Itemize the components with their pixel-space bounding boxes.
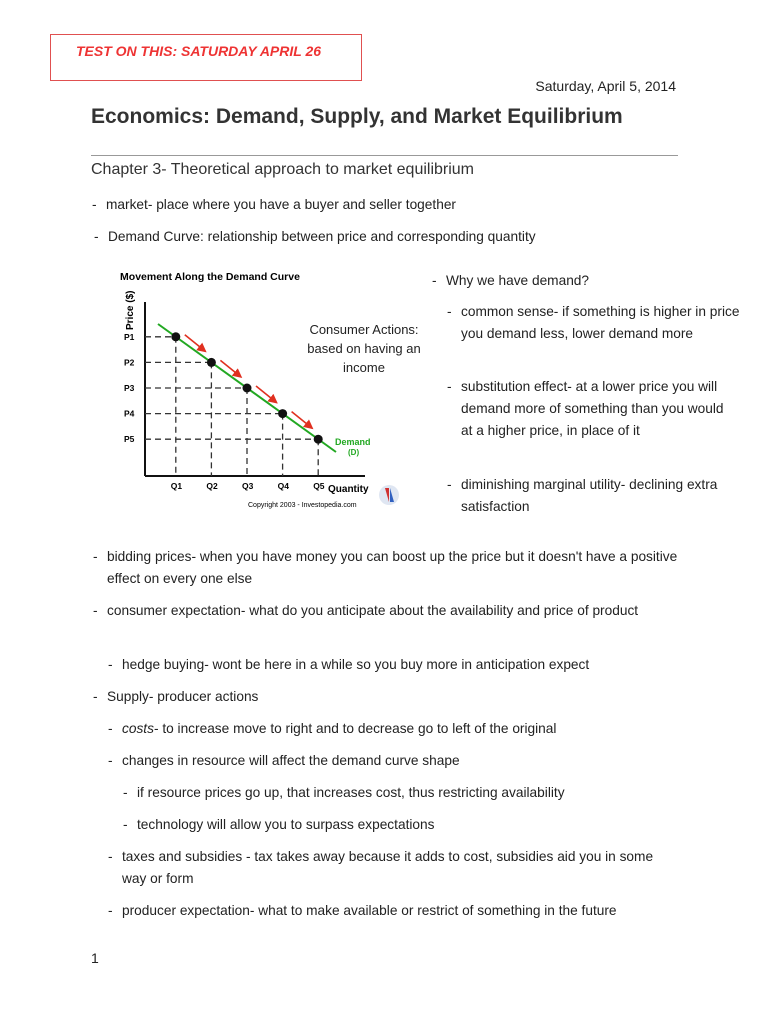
title-divider xyxy=(91,155,678,156)
guide-lines xyxy=(145,337,318,476)
quantity-tick-label: Q4 xyxy=(277,481,289,491)
movement-arrow xyxy=(220,360,241,377)
quantity-tick-labels xyxy=(171,481,325,491)
bullet-item xyxy=(122,718,702,740)
side-heading-text: Why we have demand? xyxy=(446,273,590,288)
bullet-dash xyxy=(93,600,98,622)
bullet-italic-term: costs xyxy=(122,721,154,736)
price-tick-labels xyxy=(124,332,135,444)
demand-point xyxy=(278,409,287,418)
bullet-text: bidding prices- when you have money you can boost up the price but it doesn't have a positive effect on every one else xyxy=(107,549,678,586)
side-note-text: diminishing marginal utility- declining extra satisfaction xyxy=(461,477,718,514)
bullet-dash xyxy=(447,474,452,496)
bullet-dash xyxy=(108,750,113,772)
quantity-tick-label: Q5 xyxy=(313,481,325,491)
bullet-dash xyxy=(108,846,113,868)
side-note-item xyxy=(461,376,736,442)
quantity-tick-label: Q2 xyxy=(206,481,218,491)
price-tick-label: P1 xyxy=(124,331,135,342)
bullet-item xyxy=(137,814,697,836)
bullet-dash xyxy=(93,546,98,568)
price-tick-label: P3 xyxy=(124,383,135,393)
bullet-item xyxy=(107,600,667,622)
bullet-text: Demand Curve: relationship between price and corresponding quantity xyxy=(108,229,536,244)
note-date: Saturday, April 5, 2014 xyxy=(535,78,676,94)
bullet-dash xyxy=(123,814,128,836)
bullet-item xyxy=(122,846,672,890)
price-tick-label: P5 xyxy=(124,434,135,445)
demand-curve-chart xyxy=(100,262,410,512)
bullet-dash xyxy=(447,301,452,323)
bullet-text: Supply- producer actions xyxy=(107,689,259,704)
bullet-dash xyxy=(108,718,113,740)
bullet-text: producer expectation- what to make available or restrict of something in the future xyxy=(122,903,617,918)
price-tick-label: P4 xyxy=(124,408,135,419)
page-title: Economics: Demand, Supply, and Market Equilibrium xyxy=(91,105,623,128)
chart-title: Movement Along the Demand Curve xyxy=(120,271,300,283)
side-note-text: substitution effect- at a lower price you will demand more of something than you would at a higher price, in place of it xyxy=(461,379,724,438)
bullet-item xyxy=(106,194,706,216)
side-note-text: common sense- if something is higher in price you demand less, lower demand more xyxy=(461,304,740,341)
curve-label: Demand xyxy=(335,437,371,447)
bullet-text: technology will allow you to surpass expectations xyxy=(137,817,435,832)
bullet-text: market- place where you have a buyer and seller together xyxy=(106,197,456,212)
consumer-actions-annotation: Consumer Actions: based on having an income xyxy=(307,322,421,375)
chart-xlabel: Quantity xyxy=(328,484,369,495)
chart-copyright: Copyright 2003 - Investopedia.com xyxy=(248,502,357,509)
price-tick-label: P2 xyxy=(124,357,135,368)
bullet-text: consumer expectation- what do you anticipate about the availability and price of product xyxy=(107,603,639,618)
quantity-tick-label: Q1 xyxy=(170,481,183,491)
bullet-dash xyxy=(94,226,99,248)
quantity-tick-label: Q3 xyxy=(242,481,254,491)
test-reminder-text: TEST ON THIS: SATURDAY APRIL 26 xyxy=(76,43,322,59)
bullet-item xyxy=(107,686,667,708)
side-heading xyxy=(446,270,736,292)
page-number: 1 xyxy=(91,950,99,966)
bullet-item xyxy=(107,546,682,590)
bullet-dash xyxy=(108,900,113,922)
bullet-item xyxy=(108,226,708,248)
bullet-dash xyxy=(447,376,452,398)
bullet-dash xyxy=(92,194,97,216)
bullet-item xyxy=(122,750,682,772)
demand-point xyxy=(207,358,216,367)
curve-symbol: (D) xyxy=(348,448,360,457)
bullet-item xyxy=(137,782,697,804)
bullet-item xyxy=(122,654,682,676)
bullet-dash xyxy=(93,686,98,708)
bullet-dash xyxy=(123,782,128,804)
chart-ylabel: Price ($) xyxy=(125,290,136,330)
side-note-item xyxy=(461,301,741,345)
bullet-dash xyxy=(432,270,437,292)
chapter-heading: Chapter 3- Theoretical approach to market equilibrium xyxy=(91,161,475,178)
bullet-text: hedge buying- wont be here in a while so you buy more in anticipation expect xyxy=(122,657,590,672)
bullet-text: if resource prices go up, that increases cost, thus restricting availability xyxy=(137,785,565,800)
side-note-item xyxy=(461,474,736,518)
demand-point xyxy=(243,384,252,393)
movement-arrow xyxy=(256,386,277,403)
bullet-item xyxy=(122,900,702,922)
movement-arrow xyxy=(185,335,206,352)
demand-point xyxy=(314,435,323,444)
bullet-text: changes in resource will affect the demand curve shape xyxy=(122,753,460,768)
demand-point xyxy=(171,332,180,341)
investopedia-logo-icon xyxy=(379,485,399,505)
bullet-text: taxes and subsidies - tax takes away because it adds to cost, subsidies aid you in some way or form xyxy=(122,849,654,886)
bullet-dash xyxy=(108,654,113,676)
movement-arrow xyxy=(292,412,313,429)
test-reminder-box xyxy=(50,34,362,81)
bullet-text: - to increase move to right and to decrease go to left of the original xyxy=(153,721,557,736)
